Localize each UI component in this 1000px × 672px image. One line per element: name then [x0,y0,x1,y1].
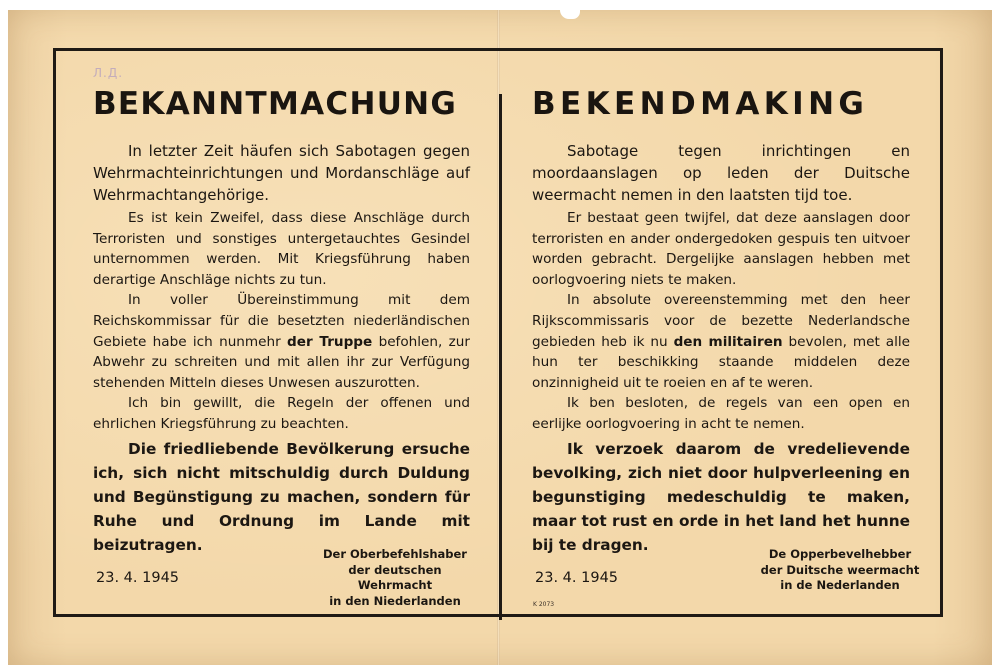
dutch-sign-line-3: in de Nederlanden [780,578,900,592]
german-signature-block [315,547,475,609]
german-p3-emphasis: der Truppe [287,333,373,350]
dutch-signature-block [760,547,920,594]
dutch-sign-line-1: De Opperbevelhebber [768,547,912,561]
german-column [93,82,470,557]
german-sign-line-2: der deutschen Wehrmacht [348,562,442,592]
dutch-p3-emphasis: den militairen [673,333,783,350]
german-date: 23. 4. 1945 [96,570,180,586]
german-paragraph-2: Es ist kein Zweifel, dass diese Anschläge durch Terroristen und sonstiges untergetauchtes Gesindel unternommen werden. Mit Kriegsführung haben derartige Anschläge nichts zu tun. [93,210,470,288]
dutch-date: 23. 4. 1945 [535,570,619,586]
dutch-closing-appeal: Ik verzoek daarom de vredelievende bevolking, zich niet door hulpverleening en begunstiging medeschuldig te maken, maar tot rust en orde in het land het hunne bij te dragen. [532,439,910,554]
column-divider [499,94,502,620]
dutch-paragraph-3 [532,290,910,393]
print-code: K 2073 [533,601,555,608]
dutch-title: BEKENDMAKING [532,86,869,122]
german-paragraph-1: In letzter Zeit häufen sich Sabotagen gegen Wehrmachteinrichtungen und Mordanschläge auf Wehrmachtangehörige. [93,142,470,204]
dutch-sign-line-2: der Duitsche weermacht [760,562,920,577]
german-p3-text-a: In voller Übereinstimmung mit dem Reichskommissar für die besetzten niederländischen Gebiete habe ich nunmehr [93,292,470,350]
german-closing-appeal: Die friedliebende Bevölkerung ersuche ich, sich nicht mitschuldig durch Duldung und Begünstigung zu machen, sondern für Ruhe und Ordnung im Lande mit beizutragen. [93,439,470,554]
pencil-mark: Л.Д. [93,66,124,80]
dutch-p3-text-a: In absolute overeenstemming met den heer Rijkscommissaris voor de bezette Nederlandsche gebieden heb ik nu [532,292,910,350]
dutch-paragraph-4: Ik ben besloten, de regels van een open en eerlijke oorlogvoering in acht te nemen. [532,395,910,432]
german-p3-text-b: befohlen, zur Abwehr zu schreiten und mit allen ihr zur Verfügung stehenden Mitteln dieses Unwesen auszurotten. [93,333,470,391]
german-paragraph-3 [93,290,470,393]
dutch-p3-text-b: bevolen, met alle hun ter beschikking staande middelen deze onzinnigheid uit te roeien en af te weren. [532,333,910,391]
dutch-paragraph-1: Sabotage tegen inrichtingen en moordaanslagen op leden der Duitsche weermacht nemen in den laatsten tijd toe. [532,142,910,204]
dutch-column [532,82,910,557]
german-sign-line-1: Der Oberbefehlshaber [323,547,467,561]
german-paragraph-4: Ich bin gewillt, die Regeln der offenen und ehrlichen Kriegsführung zu beachten. [93,395,470,432]
dutch-paragraph-2: Er bestaat geen twijfel, dat deze aanslagen door terroristen en ander ondergedoken gespuis ten uitvoer worden gebracht. Dergelijke aanslagen hebben met oorlogvoering niets te maken. [532,210,910,288]
german-sign-line-3: in den Niederlanden [329,593,461,608]
german-title: BEKANNTMACHUNG [93,86,458,122]
